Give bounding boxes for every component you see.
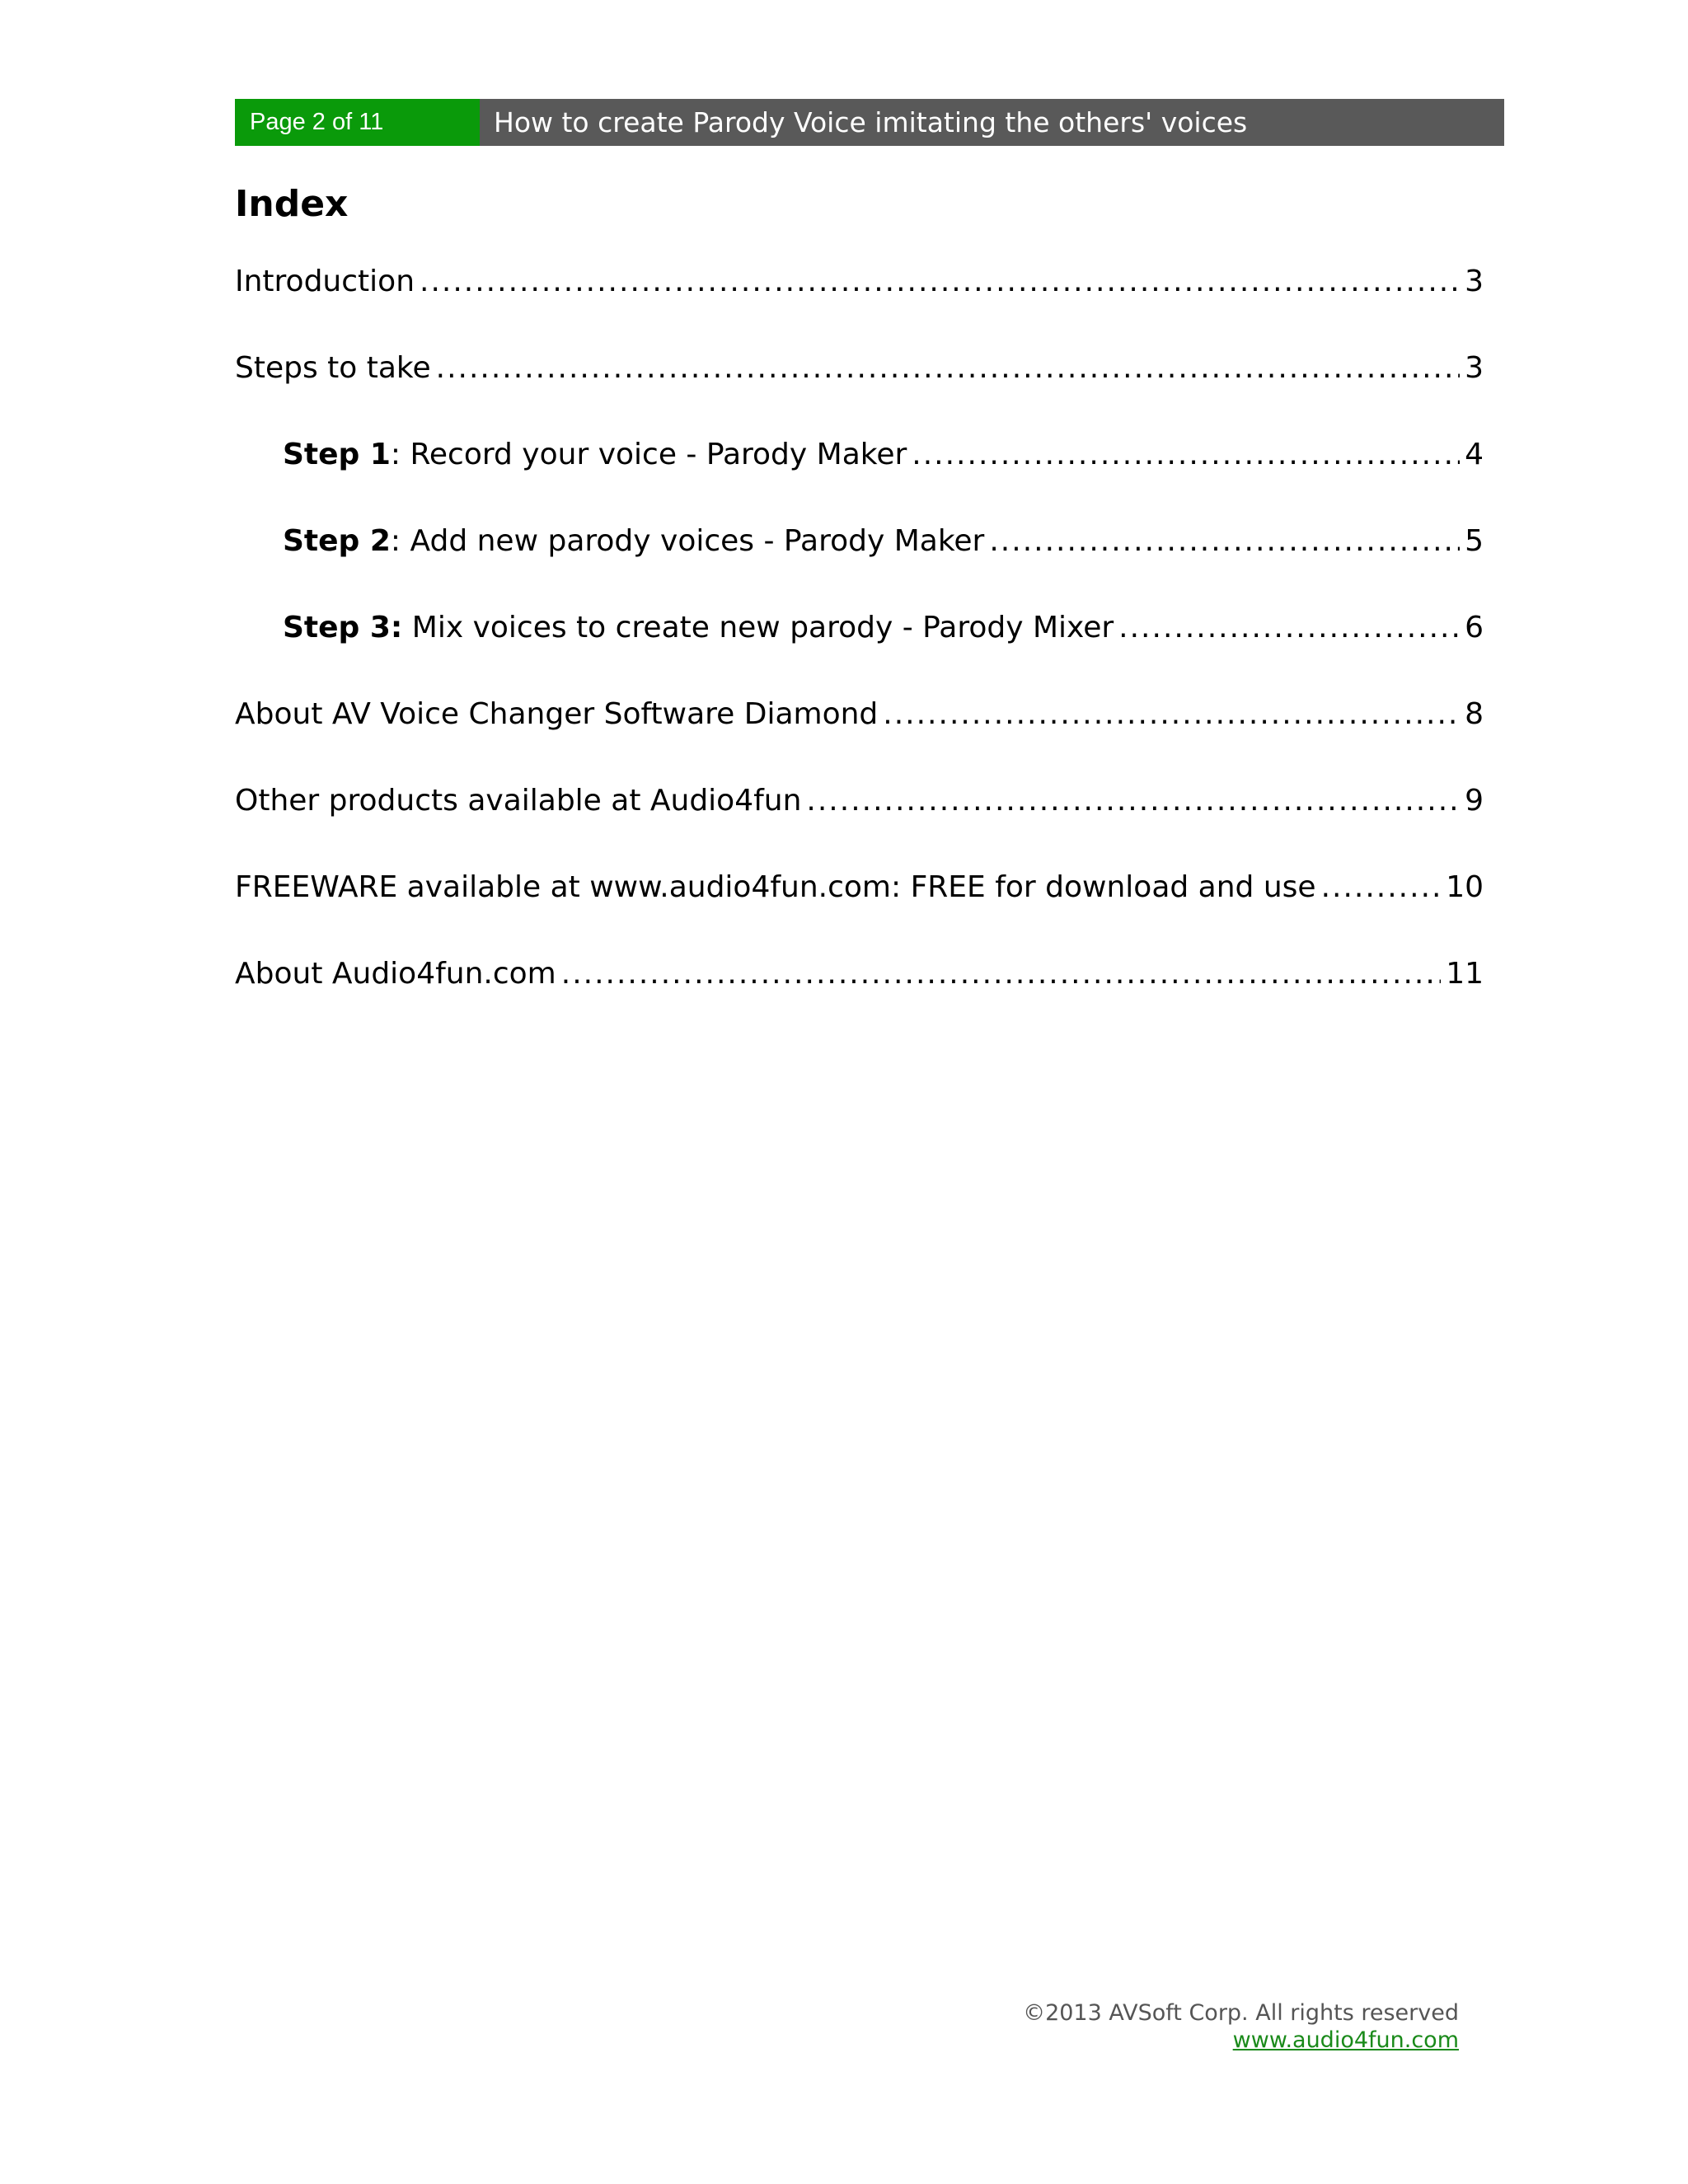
toc-entry-freeware[interactable] <box>235 863 1484 949</box>
toc-page-number: 6 <box>1465 611 1484 644</box>
toc-dot-leader <box>1118 603 1460 653</box>
toc-entry-step-3[interactable] <box>235 603 1484 690</box>
toc-page-number: 11 <box>1446 957 1484 991</box>
copyright-notice: ©2013 AVSoft Corp. All rights reserved <box>1023 2000 1459 2026</box>
toc-dot-leader <box>883 690 1460 739</box>
toc-page-number: 10 <box>1446 870 1484 904</box>
toc-dot-leader <box>561 949 1441 999</box>
toc-entry-text: Mix voices to create new parody - Parody Mixer <box>402 611 1114 644</box>
index-heading: Index <box>235 183 349 225</box>
toc-page-number: 3 <box>1465 265 1484 298</box>
toc-dot-leader <box>1321 863 1442 912</box>
document-title: How to create Parody Voice imitating the others' voices <box>480 99 1504 146</box>
toc-entry-step-2[interactable] <box>235 517 1484 603</box>
toc-entry-text: : Record your voice - Parody Maker <box>390 438 907 471</box>
toc-entry-text: About Audio4fun.com <box>235 957 556 991</box>
table-of-contents <box>235 257 1484 1036</box>
website-link[interactable]: www.audio4fun.com <box>1232 2027 1459 2053</box>
toc-page-number: 4 <box>1465 438 1484 471</box>
toc-entry-text: Other products available at Audio4fun <box>235 784 802 818</box>
toc-entry-other-products[interactable] <box>235 776 1484 863</box>
toc-entry-steps[interactable] <box>235 344 1484 430</box>
toc-step-label: Step 3: <box>283 611 403 644</box>
toc-page-number: 8 <box>1465 697 1484 731</box>
toc-entry-text: : Add new parody voices - Parody Maker <box>390 524 985 558</box>
toc-page-number: 9 <box>1465 784 1484 818</box>
toc-entry-step-1[interactable] <box>235 430 1484 517</box>
toc-dot-leader <box>436 344 1460 393</box>
toc-entry-text: About AV Voice Changer Software Diamond <box>235 697 879 731</box>
toc-dot-leader <box>989 517 1460 566</box>
toc-entry-about-av-voice-changer[interactable] <box>235 690 1484 776</box>
toc-page-number: 3 <box>1465 351 1484 385</box>
toc-dot-leader <box>420 257 1460 307</box>
toc-step-label: Step 1 <box>283 438 391 471</box>
page-header <box>235 99 1504 146</box>
toc-entry-text: FREEWARE available at www.audio4fun.com: FREE for download and use <box>235 870 1316 904</box>
toc-page-number: 5 <box>1465 524 1484 558</box>
toc-entry-text: Introduction <box>235 265 415 298</box>
toc-dot-leader <box>806 776 1460 826</box>
toc-entry-introduction[interactable] <box>235 257 1484 344</box>
toc-step-label: Step 2 <box>283 524 391 558</box>
toc-dot-leader <box>912 430 1460 480</box>
page-footer <box>1023 1999 1459 2054</box>
toc-entry-text: Steps to take <box>235 351 431 385</box>
page-indicator: Page 2 of 11 <box>235 99 480 146</box>
toc-entry-about-audio4fun[interactable] <box>235 949 1484 1036</box>
